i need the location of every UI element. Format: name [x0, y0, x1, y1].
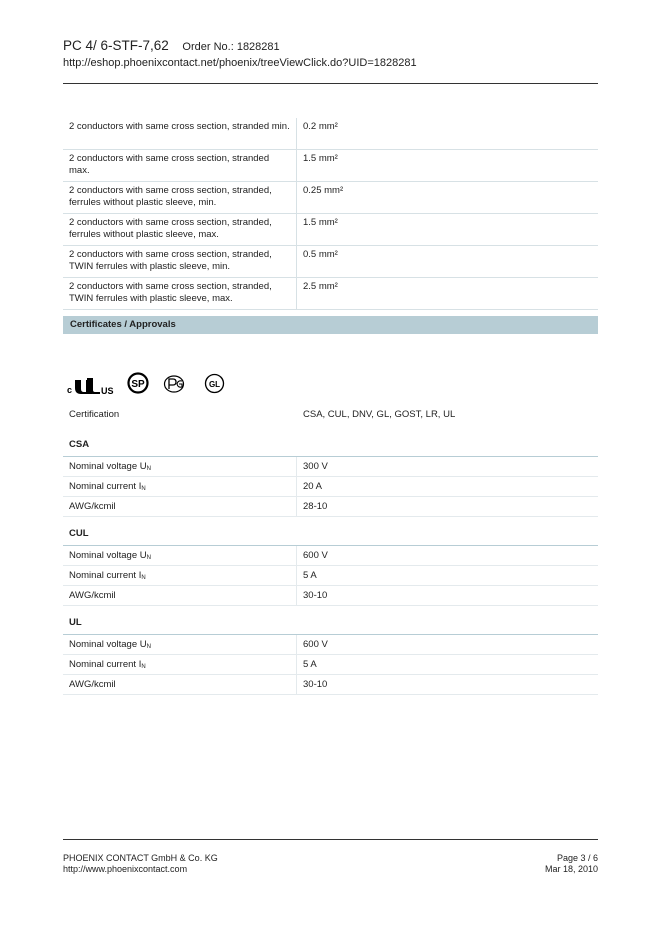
- table-row: [63, 149, 598, 181]
- certification-value: CSA, CUL, DNV, GL, GOST, LR, UL: [303, 409, 456, 420]
- row-value: 30-10: [303, 590, 328, 601]
- spec-value: 0.5 mm²: [297, 245, 599, 277]
- row-value: 30-10: [303, 679, 328, 690]
- spec-value: 1.5 mm²: [297, 213, 599, 245]
- csa-logo-text: SP: [131, 379, 145, 390]
- row-label: AWG/kcmil: [69, 679, 116, 690]
- spec-value: 0.2 mm²: [297, 118, 599, 149]
- row-value: 300 V: [303, 461, 328, 472]
- table-row: [63, 213, 598, 245]
- table-row: [63, 497, 598, 517]
- print-date: Mar 18, 2010: [544, 864, 598, 874]
- group-title-csa: CSA: [69, 439, 90, 450]
- gost-logo-icon: [163, 374, 187, 394]
- row-value: 600 V: [303, 550, 328, 561]
- spec-label: 2 conductors with same cross section, stranded, TWIN ferrules with plastic sleeve, max.: [63, 277, 297, 309]
- footer-page-block: [545, 853, 598, 875]
- row-label: Nominal voltage $U_N$: [69, 639, 151, 650]
- page-header: [63, 38, 598, 71]
- table-row: [63, 277, 598, 309]
- gl-logo-text: GL: [208, 380, 221, 389]
- gl-logo-icon: [204, 373, 225, 394]
- product-name: PC 4/ 6-STF-7,62: [63, 38, 169, 53]
- row-value: 600 V: [303, 639, 328, 650]
- table-row: [63, 245, 598, 277]
- spec-value: 0.25 mm²: [297, 181, 599, 213]
- table-row: [63, 546, 598, 566]
- spec-label: 2 conductors with same cross section, stranded max.: [63, 149, 297, 181]
- conductor-spec-table: [63, 118, 598, 310]
- row-label: AWG/kcmil: [69, 501, 116, 512]
- cul-us-text: US: [101, 386, 114, 396]
- spec-value: 1.5 mm²: [297, 149, 599, 181]
- company-name: PHOENIX CONTACT GmbH & Co. KG: [63, 853, 218, 863]
- certification-label: Certification: [69, 409, 120, 420]
- table-row: [63, 181, 598, 213]
- header-divider: [63, 83, 598, 84]
- row-label: Nominal current $I_N$: [69, 481, 146, 492]
- cul-c-text: c: [67, 385, 73, 395]
- table-row: [63, 655, 598, 675]
- row-label: AWG/kcmil: [69, 590, 116, 601]
- spec-label: 2 conductors with same cross section, stranded, TWIN ferrules with plastic sleeve, min.: [63, 245, 297, 277]
- spec-label: 2 conductors with same cross section, stranded min.: [63, 118, 297, 149]
- spec-label: 2 conductors with same cross section, stranded, ferrules without plastic sleeve, max.: [63, 213, 297, 245]
- table-row: [63, 477, 598, 497]
- title-line: [63, 38, 598, 55]
- group-title-ul: UL: [69, 617, 82, 628]
- table-row: [63, 118, 598, 149]
- footer-company-block: [63, 853, 218, 875]
- row-value: 20 A: [303, 481, 323, 492]
- group-title-cul: CUL: [69, 528, 89, 539]
- row-label: Nominal voltage $U_N$: [69, 550, 151, 561]
- page-number: Page 3 / 6: [556, 853, 598, 863]
- certification-row: [63, 405, 598, 424]
- table-row: [63, 586, 598, 606]
- row-value: 5 A: [303, 659, 317, 670]
- row-label: Nominal voltage $U_N$: [69, 461, 151, 472]
- product-url[interactable]: http://eshop.phoenixcontact.net/phoenix/treeViewClick.do?UID=1828281: [63, 57, 417, 69]
- row-label: Nominal current $I_N$: [69, 659, 146, 670]
- section-header-certificates: [63, 316, 598, 334]
- section-title: Certificates / Approvals: [70, 319, 176, 330]
- spec-label: 2 conductors with same cross section, stranded, ferrules without plastic sleeve, min.: [63, 181, 297, 213]
- row-label: Nominal current $I_N$: [69, 570, 146, 581]
- company-website[interactable]: http://www.phoenixcontact.com: [63, 864, 188, 874]
- footer-divider: [63, 839, 598, 840]
- csa-logo-icon: [127, 372, 149, 394]
- approval-logos: [67, 372, 267, 396]
- row-value: 28-10: [303, 501, 328, 512]
- table-row: [63, 635, 598, 655]
- table-row: [63, 566, 598, 586]
- table-row: [63, 457, 598, 477]
- table-row: [63, 675, 598, 695]
- row-value: 5 A: [303, 570, 317, 581]
- cul-us-logo-icon: [67, 374, 117, 396]
- spec-value: 2.5 mm²: [297, 277, 599, 309]
- order-number: Order No.: 1828281: [182, 41, 280, 53]
